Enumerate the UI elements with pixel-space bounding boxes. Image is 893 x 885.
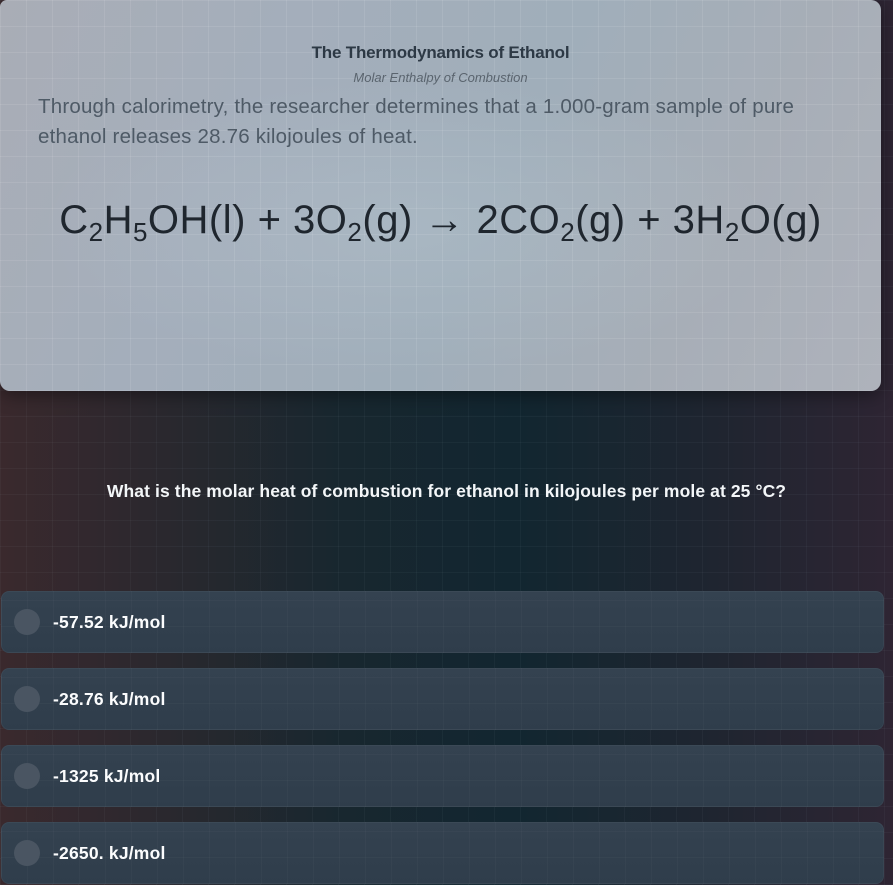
question-text: What is the molar heat of combustion for ethanol in kilojoules per mole at 25 °C? (106, 481, 787, 501)
card-title: The Thermodynamics of Ethanol (311, 43, 570, 62)
answer-option-4[interactable] (1, 822, 884, 884)
answer-option-1[interactable] (1, 591, 884, 653)
question-card (0, 0, 881, 391)
answer-option-label: -1325 kJ/mol (53, 765, 161, 786)
answer-option-label: -57.52 kJ/mol (53, 611, 166, 632)
radio-indicator[interactable] (14, 686, 40, 712)
radio-indicator[interactable] (14, 609, 40, 635)
answer-option-2[interactable] (1, 668, 884, 730)
radio-indicator[interactable] (14, 840, 40, 866)
radio-indicator[interactable] (14, 763, 40, 789)
chemical-equation: $C_2H_5OH(l) + 3O_2(g) \to 2CO_2(g) + 3H_2O(g)$ (59, 198, 822, 247)
answer-option-label: -2650. kJ/mol (53, 842, 166, 863)
card-subtitle: Molar Enthalpy of Combustion (353, 70, 528, 85)
card-body-text: Through calorimetry, the researcher determines that a 1.000-gram sample of pure ethanol releases 28.76 kilojoules of heat. (38, 95, 795, 148)
answer-options-list (1, 591, 884, 885)
answer-option-label: -28.76 kJ/mol (53, 688, 166, 709)
answer-option-3[interactable] (1, 745, 884, 807)
